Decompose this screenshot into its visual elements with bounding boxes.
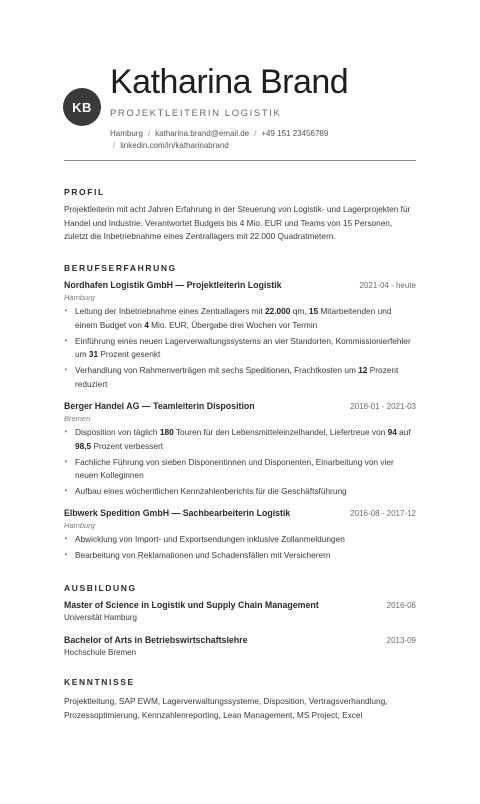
section-title-profile: PROFIL	[64, 187, 105, 197]
education-date: 2016-06	[386, 601, 416, 610]
bullet-arrow-icon: ‣	[64, 367, 69, 375]
job-location: Hamburg	[64, 521, 95, 530]
bullet-arrow-icon: ‣	[64, 552, 69, 560]
candidate-role: PROJEKTLEITERIN LOGISTIK	[110, 108, 282, 119]
job-bullet: ‣ Aufbau eines wöchentlichen Kennzahlenberichts für die Geschäftsführung	[64, 485, 416, 499]
education-school: Universität Hamburg	[64, 613, 137, 622]
contact-separator: /	[113, 141, 116, 150]
section-title-skills: KENNTNISSE	[64, 677, 135, 687]
job-bullets	[64, 426, 416, 501]
job-location: Hamburg	[64, 293, 95, 302]
job-location: Bremen	[64, 414, 91, 423]
job-bullet: ‣ Fachliche Führung von sieben Disponentinnen und Disponenten, Einarbeitung von vier neuen Kolleginnen	[64, 456, 394, 481]
education-date: 2013-09	[386, 636, 416, 645]
contact-linkedin[interactable]: linkedin.com/in/katharinabrand	[120, 141, 229, 150]
bullet-arrow-icon: ‣	[64, 536, 69, 543]
bullet-arrow-icon: ‣	[64, 488, 69, 496]
candidate-name: Katharina Brand	[110, 63, 349, 101]
job-date: 2021-04 - heute	[359, 281, 416, 290]
job-title: Nordhafen Logistik GmbH — Projektleiterin Logistik	[64, 280, 282, 290]
contact-separator: /	[147, 129, 151, 138]
bullet-arrow-icon: ‣	[64, 337, 69, 345]
contact-line-1	[110, 129, 328, 138]
job-bullets	[64, 533, 416, 565]
job-title: Elbwerk Spedition GmbH — Sachbearbeiterin Logistik	[64, 508, 291, 518]
skills-text: Projektleitung, SAP EWM, Lagerverwaltungssysteme, Disposition, Vertragsverhandlung, Prozessoptimierung, Kennzahlenreporting, Lean Management, MS Project, Excel	[64, 696, 388, 720]
job-title: Berger Handel AG — Teamleiterin Disposition	[64, 401, 255, 411]
job-date: 2018-01 - 2021-03	[350, 402, 416, 411]
bullet-arrow-icon: ‣	[64, 308, 69, 315]
contact-email[interactable]: katharina.brand@email.de	[155, 129, 250, 138]
contact-phone[interactable]: +49 151 23456789	[261, 129, 329, 138]
job-bullet: ‣ Abwicklung von Import- und Exportsendungen inklusive Zollanmeldungen	[64, 533, 416, 547]
job-bullet: ‣ Verhandlung von Rahmenverträgen mit sechs Speditionen, Frachtkosten um 12 Prozent reduziert	[64, 365, 399, 389]
job-bullet: ‣ Einführung eines neuen Lagerverwaltungssystems an vier Standorten, Kommissionierfehler um 31 Prozent gesenkt	[64, 335, 411, 360]
contact-city: Hamburg	[110, 129, 143, 138]
education-degree: Master of Science in Logistik und Supply Chain Management	[64, 600, 319, 610]
education-degree: Bachelor of Arts in Betriebswirtschaftslehre	[64, 635, 248, 645]
job-bullet: ‣ Leitung der Inbetriebnahme eines Zentrallagers mit 22.000 qm, 15 Mitarbeitenden und einem Budget von 4 Mio. EUR, Übergabe drei Wochen vor Termin	[64, 306, 392, 330]
contact-separator: /	[254, 129, 257, 138]
section-title-experience: BERUFSERFAHRUNG	[64, 263, 177, 273]
bullet-arrow-icon: ‣	[64, 429, 69, 436]
job-date: 2016-08 - 2017-12	[350, 509, 416, 518]
job-bullet: ‣ Disposition von täglich 180 Touren für den Lebensmitteleinzelhandel, Liefertreue von 94 auf 98,5 Prozent verbessert	[64, 427, 411, 451]
job-bullet: ‣ Bearbeitung von Reklamationen und Schadensfällen mit Versicherern	[64, 549, 416, 563]
bullet-arrow-icon: ‣	[64, 458, 69, 466]
contact-line-2	[110, 141, 229, 150]
header-divider	[64, 160, 416, 161]
job-bullets	[64, 305, 416, 394]
education-school: Hochschule Bremen	[64, 648, 137, 657]
avatar	[63, 88, 101, 126]
section-title-education: AUSBILDUNG	[64, 583, 137, 593]
profile-text: Projektleiterin mit acht Jahren Erfahrung in der Steuerung von Logistik- und Lagerprojekten für Handel und Industrie. Verantwortet Budgets bis 4 Mio. EUR und Teams von 15 Personen, zuletzt die Inbetriebnahme eines Zentrallagers mit 22.000 Quadratmetern.	[64, 204, 411, 242]
avatar-initials: KB	[72, 99, 92, 115]
